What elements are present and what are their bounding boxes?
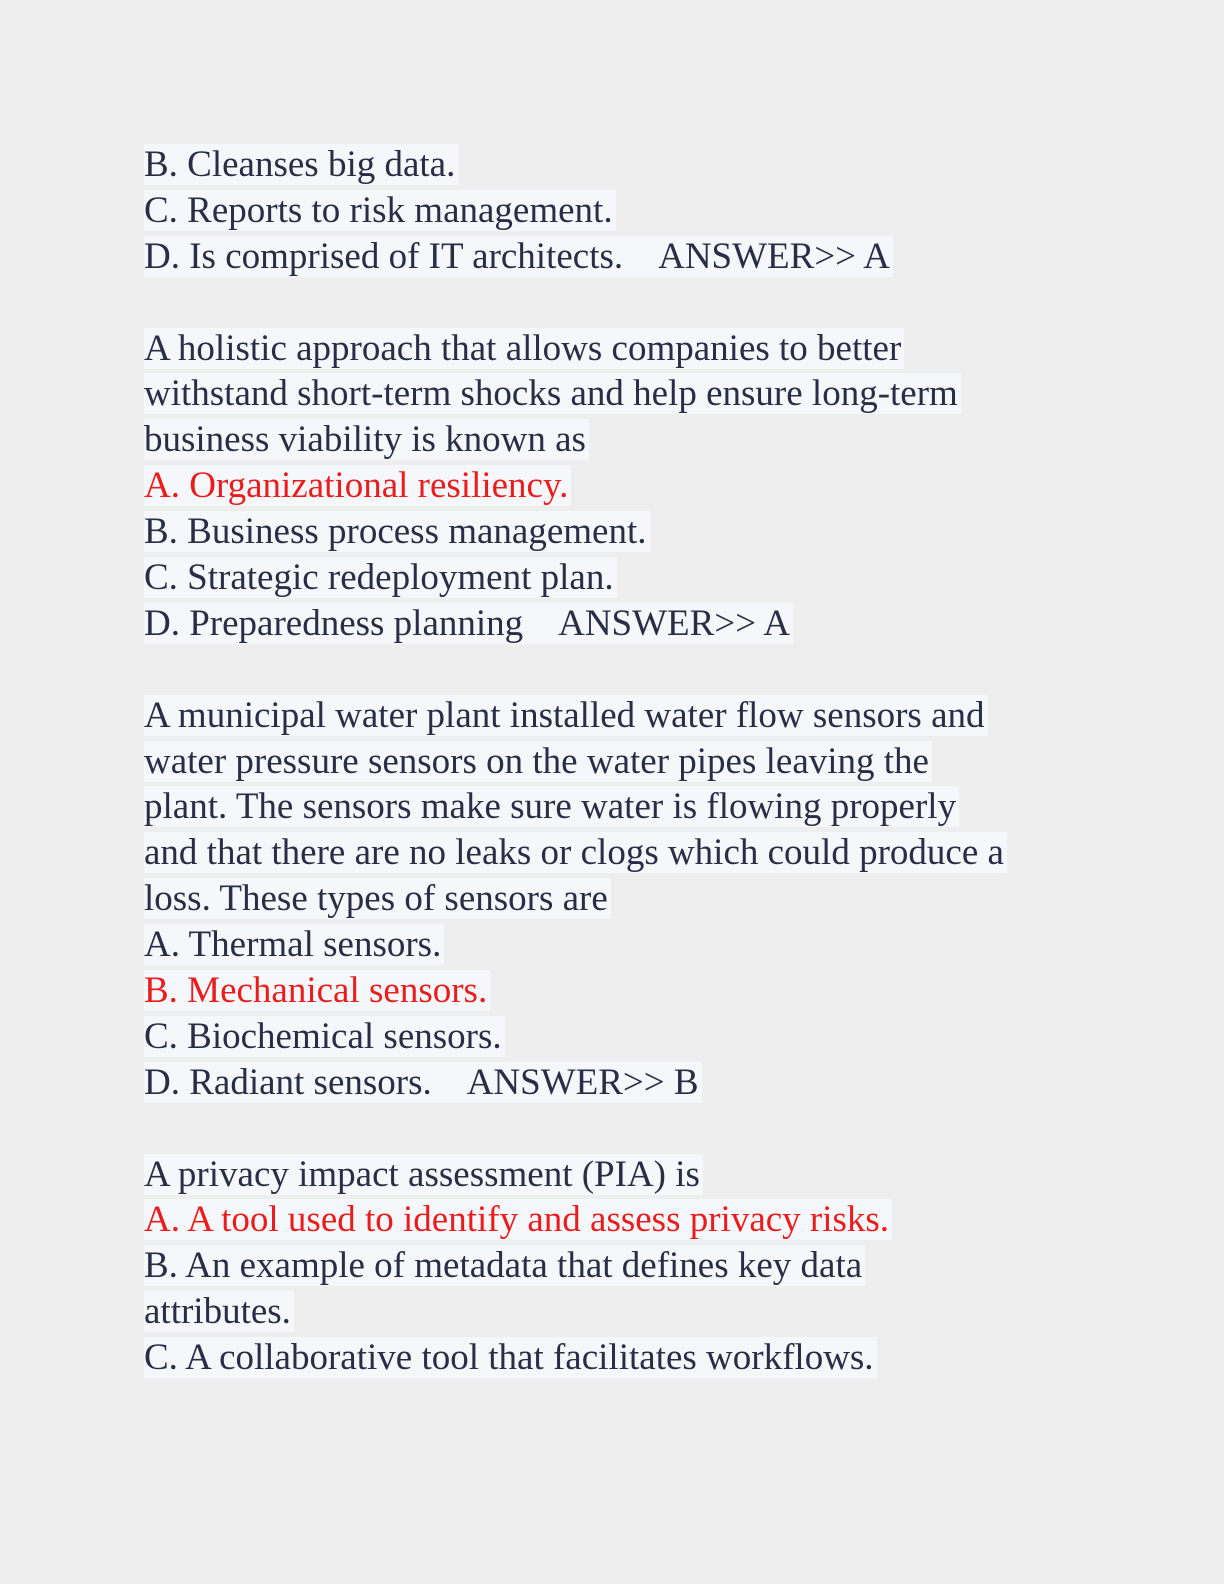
question-text — [144, 1152, 1084, 1198]
line-text: plant. The sensors make sure water is flowing properly — [144, 786, 959, 827]
answer-option — [144, 1060, 1084, 1106]
line-text: D. Preparedness planning ANSWER>> A — [144, 603, 793, 644]
line-text: loss. These types of sensors are — [144, 878, 611, 919]
line-text: A. Thermal sensors. — [144, 924, 444, 965]
document-content — [144, 142, 1084, 1381]
answer-option — [144, 601, 1084, 647]
correct-answer-option — [144, 1197, 1084, 1243]
answer-option — [144, 922, 1084, 968]
answer-option — [144, 234, 1084, 280]
question-text — [144, 693, 1084, 739]
line-text: A holistic approach that allows companies to better — [144, 328, 904, 369]
question-block — [144, 693, 1084, 1106]
line-text: C. Reports to risk management. — [144, 190, 616, 231]
line-text: A municipal water plant installed water flow sensors and — [144, 695, 988, 736]
line-text: B. Business process management. — [144, 511, 650, 552]
line-text: C. Biochemical sensors. — [144, 1016, 505, 1057]
line-text: attributes. — [144, 1291, 294, 1332]
question-text — [144, 876, 1084, 922]
question-text — [144, 830, 1084, 876]
block-spacer — [144, 647, 1084, 693]
line-text: B. Mechanical sensors. — [144, 970, 490, 1011]
answer-option — [144, 1335, 1084, 1381]
question-block — [144, 326, 1084, 647]
block-spacer — [144, 280, 1084, 326]
answer-option — [144, 188, 1084, 234]
correct-answer-option — [144, 463, 1084, 509]
line-text: A privacy impact assessment (PIA) is — [144, 1154, 703, 1195]
answer-option — [144, 555, 1084, 601]
question-text — [144, 739, 1084, 785]
question-text — [144, 371, 1084, 417]
correct-answer-option — [144, 968, 1084, 1014]
question-block — [144, 142, 1084, 280]
line-text: B. Cleanses big data. — [144, 144, 458, 185]
line-text: withstand short-term shocks and help ensure long-term — [144, 373, 961, 414]
question-text — [144, 417, 1084, 463]
question-text — [144, 784, 1084, 830]
answer-option — [144, 1243, 1084, 1289]
line-text: A. A tool used to identify and assess privacy risks. — [144, 1199, 892, 1240]
answer-option — [144, 1289, 1084, 1335]
answer-option — [144, 1014, 1084, 1060]
line-text: D. Is comprised of IT architects. ANSWER>> A — [144, 236, 893, 277]
answer-option — [144, 509, 1084, 555]
line-text: business viability is known as — [144, 419, 589, 460]
line-text: D. Radiant sensors. ANSWER>> B — [144, 1062, 702, 1103]
line-text: C. Strategic redeployment plan. — [144, 557, 617, 598]
line-text: water pressure sensors on the water pipes leaving the — [144, 741, 932, 782]
line-text: C. A collaborative tool that facilitates workflows. — [144, 1337, 877, 1378]
answer-option — [144, 142, 1084, 188]
line-text: B. An example of metadata that defines key data — [144, 1245, 865, 1286]
line-text: and that there are no leaks or clogs which could produce a — [144, 832, 1007, 873]
block-spacer — [144, 1106, 1084, 1152]
question-text — [144, 326, 1084, 372]
line-text: A. Organizational resiliency. — [144, 465, 571, 506]
question-block — [144, 1152, 1084, 1381]
